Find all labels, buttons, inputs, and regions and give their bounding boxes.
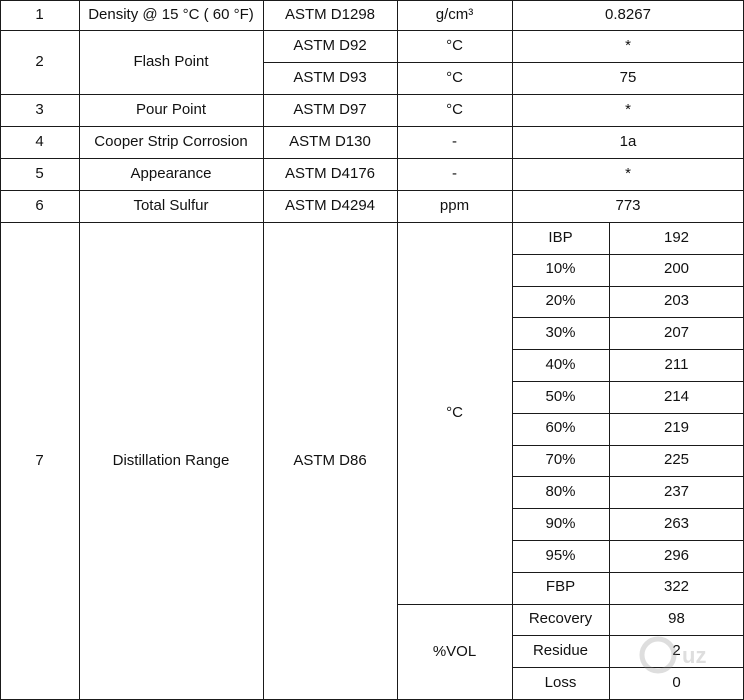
volume-label: Residue xyxy=(532,642,589,660)
volume-value: 98 xyxy=(668,610,685,628)
row-divider xyxy=(512,508,744,509)
distillation-point-label: 95% xyxy=(545,546,576,564)
row-number: 5 xyxy=(35,164,44,182)
distillation-point-value: 322 xyxy=(663,578,690,596)
unit: - xyxy=(452,132,457,150)
column-divider xyxy=(79,0,80,700)
row-divider xyxy=(512,635,744,636)
distillation-point-label: IBP xyxy=(548,228,573,246)
volume-value: 2 xyxy=(672,642,681,660)
distillation-point-label: 30% xyxy=(545,324,576,342)
distillation-point-label: 90% xyxy=(545,514,576,532)
distillation-point-value: 219 xyxy=(663,419,690,437)
row-divider xyxy=(0,190,744,191)
row-divider xyxy=(397,604,512,605)
row-number: 7 xyxy=(35,451,44,469)
row-divider xyxy=(0,126,744,127)
row-divider xyxy=(512,572,744,573)
row-divider xyxy=(0,222,744,223)
row-divider xyxy=(0,30,744,31)
distillation-point-value: 192 xyxy=(663,228,690,246)
property-name: Density @ 15 °C ( 60 °F) xyxy=(88,5,254,23)
test-method: ASTM D97 xyxy=(293,100,367,118)
row-divider xyxy=(263,62,744,63)
row-divider xyxy=(512,445,744,446)
unit: °C xyxy=(446,100,463,118)
unit: %VOL xyxy=(432,642,477,660)
unit: g/cm³ xyxy=(435,5,474,23)
distillation-point-value: 203 xyxy=(663,292,690,310)
distillation-point-value: 225 xyxy=(663,451,690,469)
row-divider xyxy=(512,476,744,477)
row-divider xyxy=(512,667,744,668)
volume-value: 0 xyxy=(672,673,681,691)
distillation-point-label: FBP xyxy=(545,578,576,596)
distillation-point-value: 214 xyxy=(663,387,690,405)
unit: °C xyxy=(446,68,463,86)
row-divider xyxy=(512,317,744,318)
property-name: Appearance xyxy=(130,164,212,182)
row-number: 6 xyxy=(35,196,44,214)
result-value: 773 xyxy=(615,196,641,214)
row-number: 3 xyxy=(35,100,44,118)
row-number: 2 xyxy=(35,52,44,70)
distillation-point-label: 50% xyxy=(545,387,576,405)
volume-label: Loss xyxy=(544,673,577,691)
row-divider xyxy=(512,349,744,350)
distillation-point-label: 10% xyxy=(545,260,576,278)
distillation-point-value: 207 xyxy=(663,324,690,342)
property-name: Total Sulfur xyxy=(133,196,209,214)
watermark-text: uz xyxy=(682,643,707,668)
distillation-point-value: 211 xyxy=(664,355,689,373)
distillation-point-label: 60% xyxy=(545,419,576,437)
unit: ppm xyxy=(439,196,470,214)
row-divider xyxy=(512,540,744,541)
test-method: ASTM D93 xyxy=(293,68,367,86)
distillation-point-label: 40% xyxy=(545,355,576,373)
row-divider xyxy=(512,413,744,414)
test-method: ASTM D4294 xyxy=(284,196,376,214)
column-divider xyxy=(263,0,264,700)
unit: °C xyxy=(446,403,463,421)
row-number: 4 xyxy=(35,132,44,150)
column-divider xyxy=(512,0,513,700)
row-divider xyxy=(512,254,744,255)
row-divider xyxy=(0,94,744,95)
property-name: Pour Point xyxy=(135,100,207,118)
test-method: ASTM D92 xyxy=(293,36,367,54)
row-divider xyxy=(512,604,744,605)
row-divider xyxy=(0,0,744,1)
distillation-point-value: 237 xyxy=(663,483,690,501)
test-method: ASTM D86 xyxy=(293,451,367,469)
test-method: ASTM D4176 xyxy=(284,164,376,182)
property-name: Distillation Range xyxy=(112,451,230,469)
result-value: 1a xyxy=(619,132,637,150)
column-divider xyxy=(0,0,1,700)
distillation-point-label: 20% xyxy=(545,292,576,310)
result-value: * xyxy=(625,164,631,182)
column-divider xyxy=(397,0,398,700)
row-divider xyxy=(512,381,744,382)
distillation-point-label: 70% xyxy=(545,451,576,469)
property-name: Cooper Strip Corrosion xyxy=(94,132,248,150)
unit: °C xyxy=(446,36,463,54)
volume-label: Recovery xyxy=(528,610,593,628)
property-name: Flash Point xyxy=(133,52,209,70)
test-method: ASTM D1298 xyxy=(284,5,376,23)
distillation-point-value: 200 xyxy=(663,260,690,278)
distillation-point-label: 80% xyxy=(545,483,576,501)
result-value: 75 xyxy=(619,68,637,86)
row-number: 1 xyxy=(35,5,44,23)
column-divider xyxy=(609,222,610,700)
distillation-point-value: 296 xyxy=(663,546,690,564)
test-method: ASTM D130 xyxy=(289,132,371,150)
distillation-point-value: 263 xyxy=(663,514,690,532)
result-value: 0.8267 xyxy=(605,5,651,23)
row-divider xyxy=(0,158,744,159)
unit: - xyxy=(452,164,457,182)
result-value: * xyxy=(625,36,631,54)
result-value: * xyxy=(625,100,631,118)
row-divider xyxy=(512,286,744,287)
